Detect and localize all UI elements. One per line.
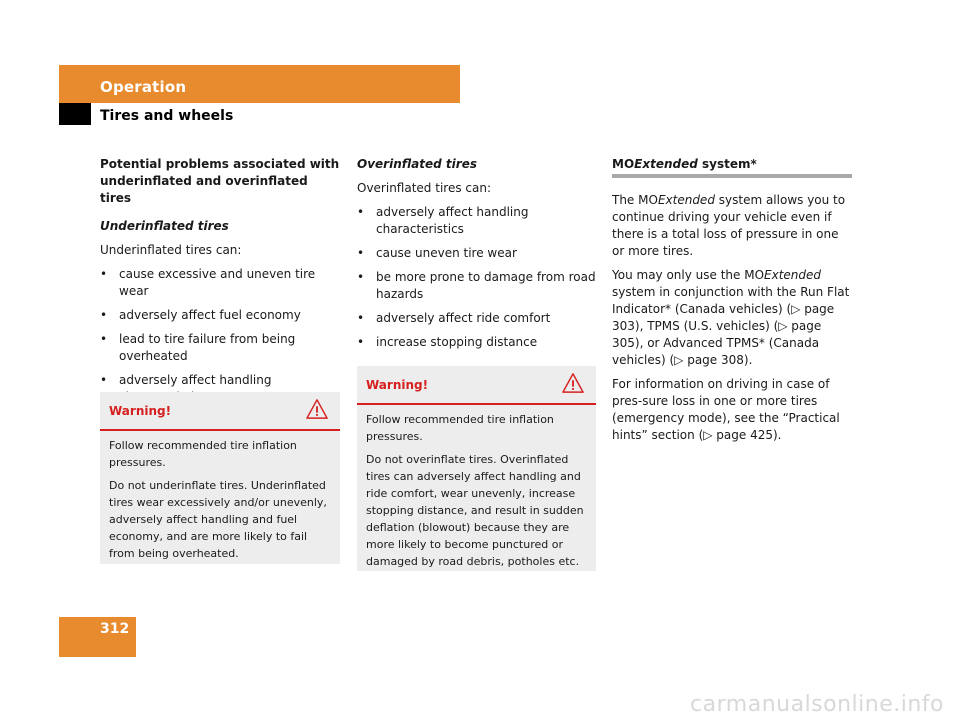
moextended-heading: MOExtended system* bbox=[612, 157, 757, 171]
watermark: carmanualsonline.info bbox=[690, 692, 944, 717]
bullet-icon: • bbox=[357, 246, 365, 260]
overinflated-intro: Overinflated tires can: bbox=[357, 181, 491, 195]
subsection-title: Tires and wheels bbox=[100, 108, 234, 124]
underinflated-heading: Underinflated tires bbox=[100, 219, 229, 233]
bullet-icon: • bbox=[100, 308, 108, 322]
list-item: • adversely affect handling characteristics bbox=[357, 205, 529, 236]
list-item: • cause excessive and uneven tire wear bbox=[100, 267, 316, 298]
warning-triangle-icon bbox=[306, 398, 328, 420]
moextended-paragraph: The MOExtended system allows you to continue driving your vehicle even if there is a total loss of pressure in one or more tires. bbox=[612, 193, 846, 258]
list-item: • adversely affect ride comfort bbox=[357, 311, 551, 325]
moextended-paragraph: You may only use the MOExtended system in conjunction with the Run Flat Indicator* (Canada vehicles) (▷ page 303), TPMS (U.S. vehicles) (▷ page 305), or Advanced TPMS* (Canada vehicles) (▷ page 308). bbox=[612, 268, 850, 367]
list-item: • be more prone to damage from road hazards bbox=[357, 270, 596, 301]
page-number: 312 bbox=[100, 621, 130, 637]
warning-body bbox=[357, 405, 596, 570]
underinflated-intro: Underinflated tires can: bbox=[100, 243, 242, 257]
warning-text: Do not underinflate tires. Underinflated tires wear excessively and/or unevenly, adversely affect handling and fuel economy, and are more likely to fail from being overheated. bbox=[109, 479, 327, 560]
subsection-marker bbox=[59, 103, 91, 125]
list-item: • increase stopping distance bbox=[357, 335, 538, 349]
bullet-icon: • bbox=[100, 373, 108, 387]
warning-body bbox=[100, 431, 340, 562]
overinflated-list bbox=[357, 204, 597, 351]
underinflated-list bbox=[100, 266, 340, 406]
bullet-icon: • bbox=[357, 311, 365, 325]
section-rule bbox=[612, 174, 852, 178]
list-item: • lead to tire failure from being overheated bbox=[100, 332, 296, 363]
warning-label: Warning! bbox=[366, 378, 429, 392]
warning-triangle-icon bbox=[562, 372, 584, 394]
warning-header bbox=[100, 392, 340, 431]
moextended-paragraph: For information on driving in case of pres-sure loss in one or more tires (emergency mode), see the “Practical hints” section (▷ page 425). bbox=[612, 377, 840, 442]
problems-heading: Potential problems associated with underinflated and overinflated tires bbox=[100, 157, 340, 205]
warning-text: Follow recommended tire inflation pressures. bbox=[366, 413, 554, 443]
bullet-icon: • bbox=[357, 335, 365, 349]
list-item: • adversely affect fuel economy bbox=[100, 308, 301, 322]
warning-label: Warning! bbox=[109, 404, 172, 418]
bullet-icon: • bbox=[100, 267, 108, 281]
warning-header bbox=[357, 366, 596, 405]
overinflated-heading: Overinflated tires bbox=[357, 157, 477, 171]
warning-box-overinflated bbox=[357, 366, 596, 571]
column-moextended bbox=[612, 156, 854, 451]
bullet-icon: • bbox=[100, 332, 108, 346]
warning-text: Follow recommended tire inflation pressures. bbox=[109, 439, 297, 469]
column-overinflated bbox=[357, 156, 597, 358]
column-underinflated bbox=[100, 156, 340, 413]
list-item: • cause uneven tire wear bbox=[357, 246, 517, 260]
warning-box-underinflated bbox=[100, 392, 340, 564]
bullet-icon: • bbox=[357, 205, 365, 219]
warning-text: Do not overinflate tires. Overinflated tires can adversely affect handling and ride comfort, wear unevenly, increase stopping distance, and result in sudden deflation (blowout) because they are more likely to become punctured or damaged by road debris, potholes etc. bbox=[366, 453, 584, 568]
bullet-icon: • bbox=[357, 270, 365, 284]
list-item: • adversely affect handling bbox=[100, 373, 272, 387]
section-title: Operation bbox=[100, 78, 187, 96]
